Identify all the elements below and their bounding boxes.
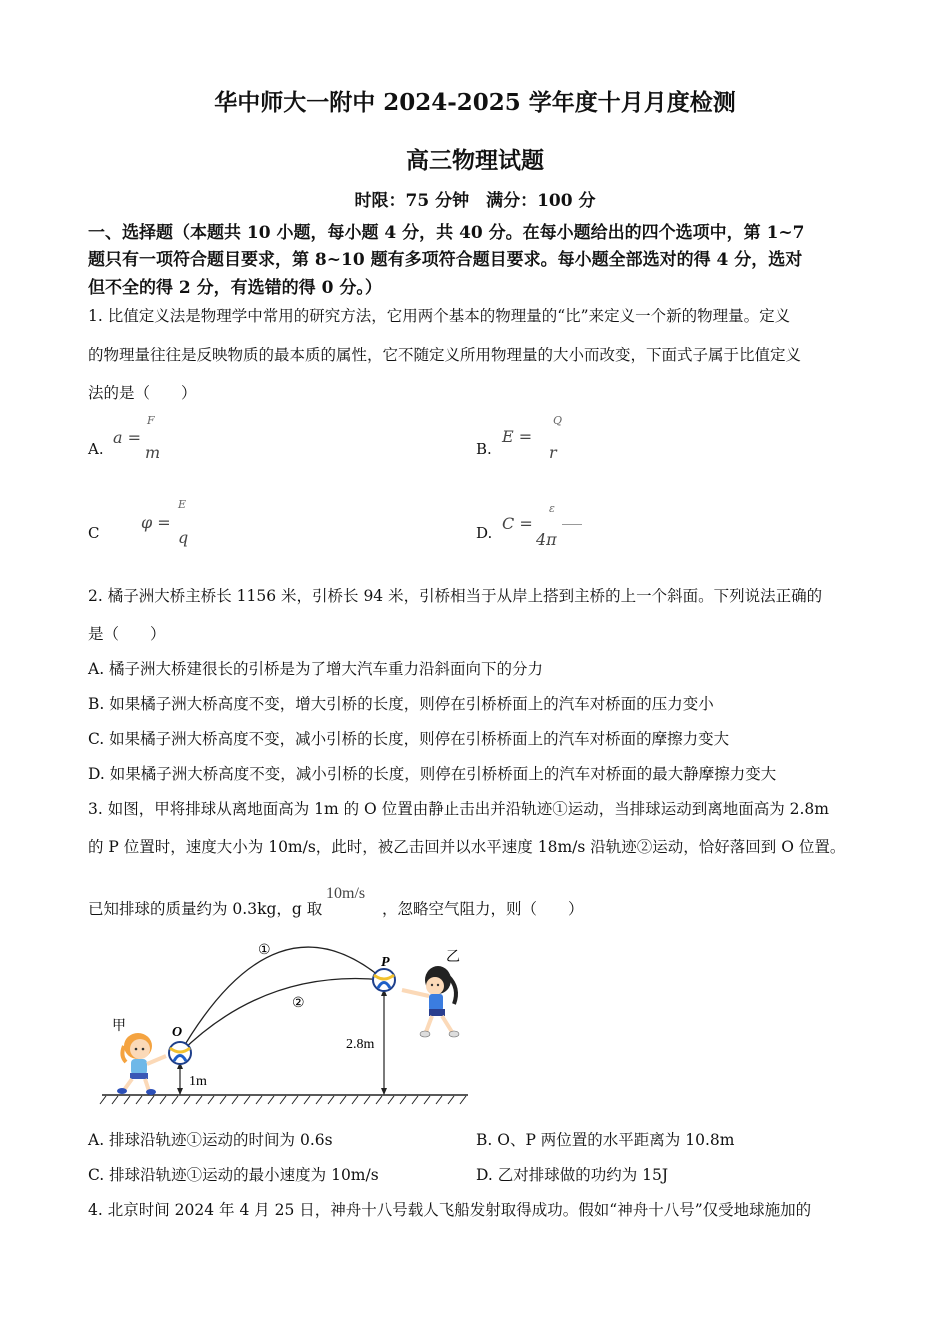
q1-option-a-label: A.: [88, 440, 104, 458]
q3-line-1: 3. 如图，甲将排球从离地面高为 1m 的 O 位置由静止击出并沿轨迹①运动，当排球运动到离地面高为 2.8m: [88, 800, 829, 818]
ground-hatching: [100, 1096, 466, 1104]
q1-option-d-lhs: C =: [502, 514, 533, 533]
q1-option-c-label: C: [88, 524, 100, 542]
section-instruction-line-1: 一、选择题（本题共 10 小题，每小题 4 分，共 40 分。在每小题给出的四个选项中，第 1~7: [88, 223, 805, 243]
q2-line-2: 是（ ）: [88, 625, 166, 643]
volleyball-o-icon: [169, 1042, 191, 1064]
player-a-figure-icon: [117, 1033, 166, 1095]
q1-option-d-den: 4π: [536, 530, 557, 549]
q3-g-value: 10m/s: [326, 885, 366, 902]
player-a-label: 甲: [112, 1019, 126, 1034]
point-o-label: O: [172, 1025, 183, 1040]
q3-option-a: A. 排球沿轨迹①运动的时间为 0.6s: [88, 1131, 333, 1149]
q1-line-2: 的物理量往往是反映物质的最本质的属性，它不随定义所用物理量的大小而改变，下面式子属于比值定义: [88, 346, 802, 364]
q3-line-3-post: ，忽略空气阻力，则（ ）: [382, 900, 584, 918]
q2-option-d: D. 如果橘子洲大桥高度不变，减小引桥的长度，则停在引桥桥面上的汽车对桥面的最大静摩擦力变大: [88, 765, 777, 783]
height-o-label: 1m: [189, 1074, 207, 1089]
q4-line-1: 4. 北京时间 2024 年 4 月 25 日，神舟十八号载人飞船发射取得成功。假如“神舟十八号”仅受地球施加的: [88, 1201, 812, 1219]
q3-line-3-pre: 已知排球的质量约为 0.3kg，g 取: [88, 900, 323, 918]
q2-option-a: A. 橘子洲大桥建很长的引桥是为了增大汽车重力沿斜面向下的分力: [88, 660, 544, 678]
time-limit: 时限：75 分钟 满分：100 分: [354, 191, 596, 211]
q2-option-c: C. 如果橘子洲大桥高度不变，减小引桥的长度，则停在引桥桥面上的汽车对桥面的摩擦力变大: [88, 730, 730, 748]
q1-option-c-num: E: [178, 498, 187, 511]
trajectory-1-label: ①: [258, 943, 271, 958]
q1-option-c-den: q: [178, 528, 189, 547]
q1-option-a-lhs: a =: [113, 428, 142, 447]
q3-option-c: C. 排球沿轨迹①运动的最小速度为 10m/s: [88, 1166, 379, 1184]
subject-title: 高三物理试题: [406, 147, 544, 174]
point-p-label: P: [381, 955, 390, 970]
q1-option-d-fraction-bar: [562, 524, 582, 525]
q1-option-d-label: D.: [476, 524, 493, 542]
q1-line-1: 1. 比值定义法是物理学中常用的研究方法，它用两个基本的物理量的“比”来定义一个新的物理量。定义: [88, 307, 791, 325]
school-title: 华中师大一附中 2024-2025 学年度十月月度检测: [214, 89, 736, 116]
height-p-label: 2.8m: [346, 1037, 375, 1052]
q3-line-2: 的 P 位置时，速度大小为 10m/s，此时，被乙击回并以水平速度 18m/s 沿轨迹②运动，恰好落回到 O 位置。: [88, 838, 846, 856]
q1-option-b-den: r: [549, 443, 557, 462]
section-instruction-line-2: 题只有一项符合题目要求，第 8~10 题有多项符合题目要求。每小题全部选对的得 4 分，选对: [88, 250, 803, 270]
player-b-figure-icon: [402, 966, 459, 1037]
volleyball-p-icon: [373, 969, 395, 991]
q1-line-3: 法的是（ ）: [88, 384, 197, 402]
q1-option-d-num: ε: [549, 502, 555, 515]
volleyball-figure: [96, 928, 476, 1110]
q1-option-c-lhs: φ =: [141, 513, 171, 532]
q3-option-b: B. O、P 两位置的水平距离为 10.8m: [476, 1131, 735, 1149]
q1-option-b-label: B.: [476, 440, 492, 458]
trajectory-2-label: ②: [292, 996, 305, 1011]
q3-option-d: D. 乙对排球做的功约为 15J: [476, 1166, 669, 1184]
q1-option-a-num: F: [147, 414, 155, 427]
q2-line-1: 2. 橘子洲大桥主桥长 1156 米，引桥长 94 米，引桥相当于从岸上搭到主桥的上一个斜面。下列说法正确的: [88, 587, 823, 605]
q1-option-a-den: m: [145, 443, 161, 462]
q1-option-b-lhs: E =: [502, 427, 533, 446]
player-b-label: 乙: [446, 950, 460, 965]
q1-option-b-num: Q: [553, 414, 563, 427]
q2-option-b: B. 如果橘子洲大桥高度不变，增大引桥的长度，则停在引桥桥面上的汽车对桥面的压力变小: [88, 695, 714, 713]
section-instruction-line-3: 但不全的得 2 分，有选错的得 0 分。）: [88, 278, 382, 298]
